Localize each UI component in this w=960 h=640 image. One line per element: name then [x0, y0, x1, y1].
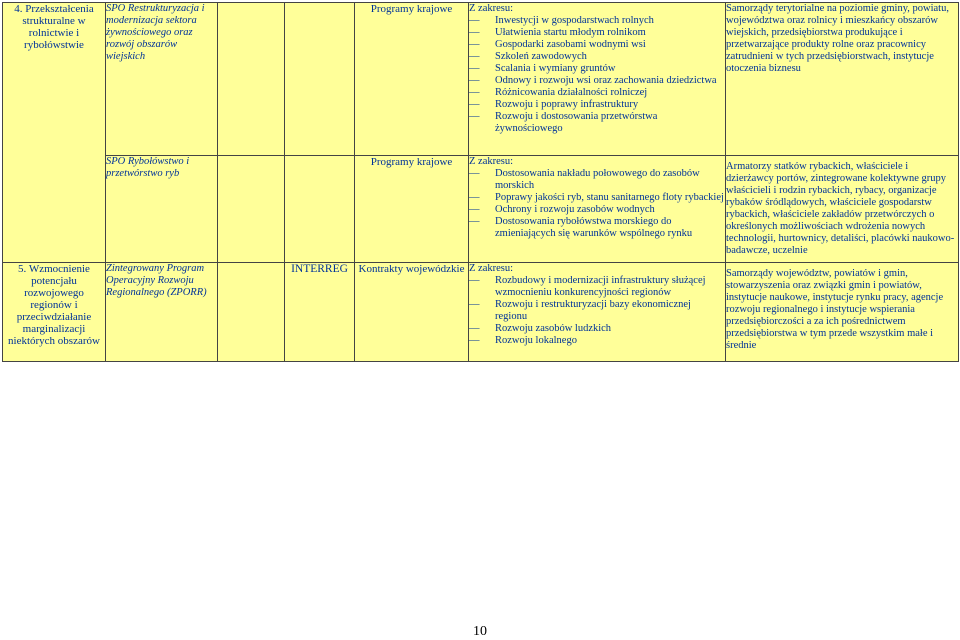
- beneficiaries-text: Armatorzy statków rybackich, właściciele i dzierżawcy portów, zintegrowane kolektywne grupy właścicieli i rodzin rybackich, rybacy, organizacje rybaków śródlądowych, właściciele gospodarstw rybackich, właściciele zakładów przetwórczych o określonych możliwościach wdrożenia nowych technologii, hurtownicy, detaliści, placówki naukowo-badawcze, uczelnie: [726, 161, 955, 256]
- programme-name: SPO Restrukturyzacja i modernizacja sektora żywnościowego oraz rozwój obszarów wiejskich: [106, 3, 205, 62]
- list-item: — Rozwoju i poprawy infrastruktury: [469, 99, 725, 111]
- programme-type-cell: [355, 156, 469, 263]
- list-item: — Różnicowania działalności rolniczej: [469, 87, 725, 99]
- programme-table: [2, 2, 959, 362]
- interreg-cell: [285, 263, 355, 362]
- scope-heading: Z zakresu:: [469, 263, 514, 274]
- list-item: — Inwestycji w gospodarstwach rolnych: [469, 15, 725, 27]
- list-item: — Rozwoju lokalnego: [469, 335, 725, 347]
- list-item: — Scalania i wymiany gruntów: [469, 63, 725, 75]
- table-row: [3, 156, 959, 263]
- programme-type-cell: [355, 3, 469, 156]
- scope-cell: [469, 156, 726, 263]
- goal-text: 4. Przekształcenia strukturalne w rolnictwie i rybołówstwie: [14, 3, 94, 51]
- scope-list: [469, 275, 725, 347]
- list-item: — Ochrony i rozwoju zasobów wodnych: [469, 204, 725, 216]
- beneficiaries-cell: [726, 156, 959, 263]
- table-row: [3, 3, 959, 156]
- interreg-label: INTERREG: [291, 263, 348, 275]
- page-number: 10: [473, 624, 487, 639]
- beneficiaries-cell: [726, 3, 959, 156]
- empty-cell: [218, 156, 285, 263]
- scope-list: [469, 168, 725, 240]
- list-item: — Gospodarki zasobami wodnymi wsi: [469, 39, 725, 51]
- goal-cell-4: [3, 3, 106, 263]
- scope-cell: [469, 3, 726, 156]
- beneficiaries-text: Samorządy województw, powiatów i gmin, stowarzyszenia oraz związki gmin i powiatów, instytucje naukowe, instytucje rynku pracy, agencje rozwoju regionalnego i instytucje wspierania przedsiębiorczości a za ich pośrednictwem przedsiębiorstwa w tym przede wszystkim małe i średnie: [726, 268, 944, 351]
- list-item: — Rozbudowy i modernizacji infrastruktury służącej wzmocnieniu konkurencyjności regionów: [469, 275, 725, 299]
- list-item: — Szkoleń zawodowych: [469, 51, 725, 63]
- programme-name: Zintegrowany Program Operacyjny Rozwoju Regionalnego (ZPORR): [106, 263, 207, 298]
- programme-cell: [106, 263, 218, 362]
- empty-cell: [218, 263, 285, 362]
- list-item: — Odnowy i rozwoju wsi oraz zachowania dziedzictwa: [469, 75, 725, 87]
- empty-cell: [285, 156, 355, 263]
- beneficiaries-text: Samorządy terytorialne na poziomie gminy, powiatu, województwa oraz rolnicy i mieszkańcy obszarów wiejskich, przedsiębiorstwa produkujące i przetwarzające produkty rolne oraz pracownicy zatrudnieni w tych przedsiębiorstwach, instytucje otoczenia biznesu: [726, 3, 949, 74]
- programme-type-cell: [355, 263, 469, 362]
- empty-cell: [285, 3, 355, 156]
- goal-text: 5. Wzmocnienie potencjału rozwojowego regionów i przeciwdziałanie marginalizacji niektórych obszarów: [8, 263, 100, 347]
- list-item: — Rozwoju i dostosowania przetwórstwa żywnościowego: [469, 111, 725, 135]
- programme-cell: [106, 156, 218, 263]
- programme-type: Programy krajowe: [370, 156, 453, 168]
- scope-cell: [469, 263, 726, 362]
- scope-heading: Z zakresu:: [469, 3, 514, 14]
- table-row: [3, 263, 959, 362]
- list-item: — Rozwoju zasobów ludzkich: [469, 323, 725, 335]
- empty-cell: [218, 3, 285, 156]
- programme-name: SPO Rybołówstwo i przetwórstwo ryb: [106, 156, 190, 179]
- list-item: — Dostosowania rybołówstwa morskiego do zmieniających się warunków wspólnego rynku: [469, 216, 725, 240]
- scope-heading: Z zakresu:: [469, 156, 514, 167]
- list-item: — Ułatwienia startu młodym rolnikom: [469, 27, 725, 39]
- programme-type: Kontrakty wojewódzkie: [358, 263, 465, 275]
- beneficiaries-cell: [726, 263, 959, 362]
- list-item: — Rozwoju i restrukturyzacji bazy ekonomicznej regionu: [469, 299, 725, 323]
- scope-list: [469, 15, 725, 135]
- list-item: — Poprawy jakości ryb, stanu sanitarnego floty rybackiej: [469, 192, 725, 204]
- programme-cell: [106, 3, 218, 156]
- list-item: — Dostosowania nakładu połowowego do zasobów morskich: [469, 168, 725, 192]
- programme-type: Programy krajowe: [370, 3, 453, 15]
- goal-cell-5: [3, 263, 106, 362]
